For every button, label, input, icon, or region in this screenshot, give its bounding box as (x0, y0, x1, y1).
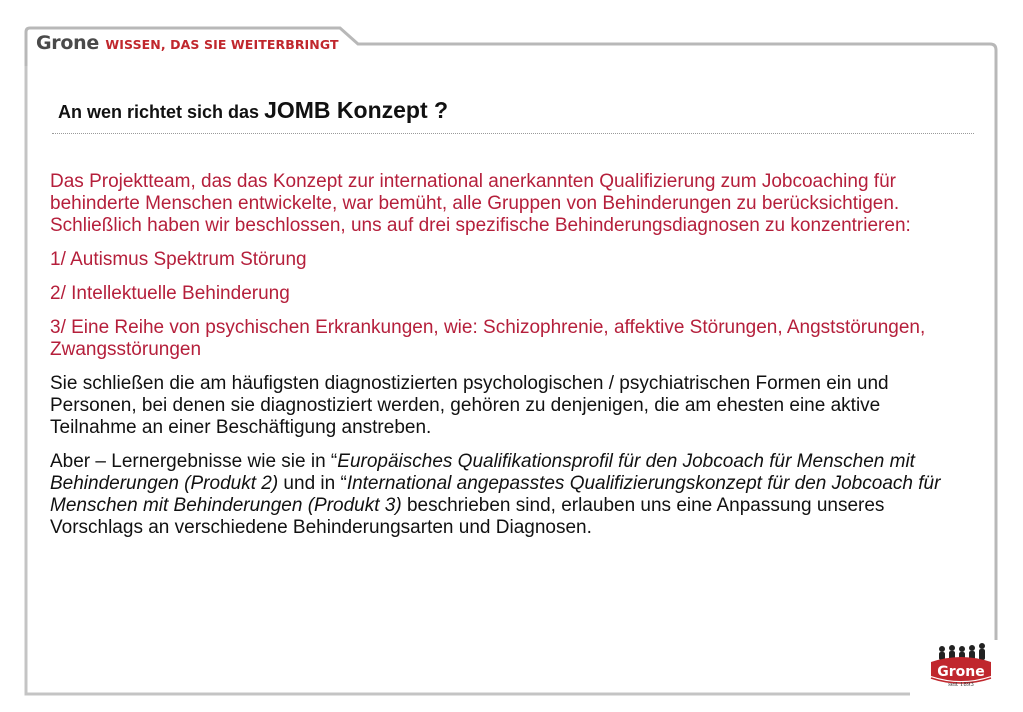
slide-title (58, 97, 448, 124)
grone-logo (928, 640, 994, 698)
intro-paragraph: Das Projektteam, das das Konzept zur international anerkannten Qualifizierung zum Jobcoaching für behinderte Menschen entwickelte, war bemüht, alle Gruppen von Behinderungen zu berücksichtigen. Schließlich haben wir beschlossen, uns auf drei spezifische Behinderungsdiagnosen zu konzentrieren: (50, 171, 911, 236)
summary-paragraph: Sie schließen die am häufigsten diagnostizierten psychologischen / psychiatrischen Formen ein und Personen, bei denen sie diagnostiziert werden, gehören zu denjenigen, die am ehesten eine aktive Teilnahme an einer Beschäftigung anstreben. (50, 373, 889, 438)
header-brand (36, 32, 339, 54)
closing-paragraph (50, 451, 950, 539)
title-prefix: An wen richtet sich das (58, 102, 265, 122)
brand-tagline: WISSEN, DAS SIE WEITERBRINGT (105, 37, 339, 52)
title-main: JOMB Konzept ? (264, 97, 449, 123)
list-item-psychiatric: 3/ Eine Reihe von psychischen Erkrankungen, wie: Schizophrenie, affektive Störungen, Angststörungen, Zwangsstörungen (50, 317, 926, 360)
closing-italic-2: International angepasstes Qualifizierungskonzept für den Jobcoach für Menschen mit Behinderungen (Produkt 3) (50, 473, 941, 516)
closing-text-3: beschrieben sind, erlauben uns eine Anpassung unseres Vorschlags an verschiedene Behinderungsarten und Diagnosen. (50, 495, 885, 538)
brand-name: Grone (36, 32, 99, 54)
closing-text-1: Aber – Lernergebnisse wie sie in “ (50, 451, 338, 472)
closing-italic-1: Europäisches Qualifikationsprofil für den Jobcoach für Menschen mit Behinderungen (Produkt 2) (50, 451, 915, 494)
title-divider (52, 133, 974, 134)
logo-wordmark: Grone (937, 664, 985, 680)
closing-text-2: und in “ (278, 473, 347, 494)
list-item-autism: 1/ Autismus Spektrum Störung (50, 249, 307, 270)
list-item-intellectual: 2/ Intellektuelle Behinderung (50, 283, 290, 304)
logo-since: seit 1893 (948, 682, 974, 688)
slide-content (50, 171, 950, 539)
